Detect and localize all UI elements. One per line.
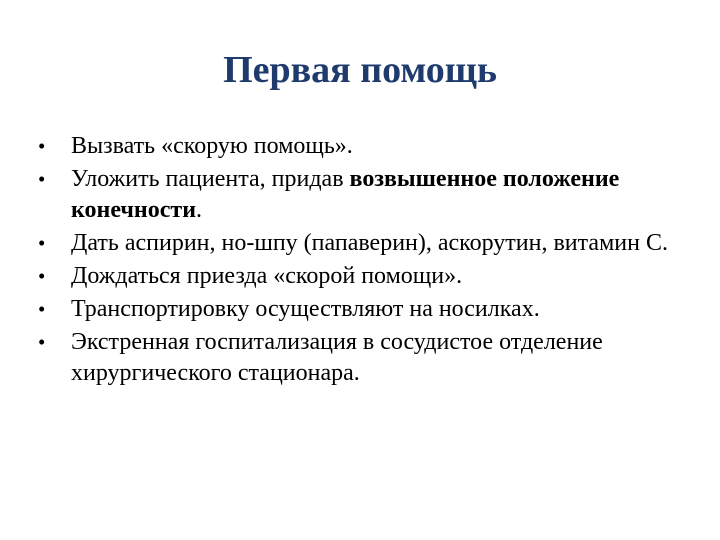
bullet-item-3 bbox=[36, 228, 696, 259]
bullet-list bbox=[36, 131, 696, 391]
bullet-text-end: . bbox=[196, 197, 203, 223]
bullet-icon: • bbox=[38, 167, 46, 191]
bullet-item-1 bbox=[36, 131, 696, 162]
bullet-icon: • bbox=[38, 297, 46, 321]
bullet-text: Вызвать «скорую помощь». bbox=[71, 133, 353, 159]
bullet-icon: • bbox=[38, 134, 46, 158]
slide-title: Первая помощь bbox=[223, 49, 497, 91]
bullet-text: Дождаться приезда «скорой помощи». bbox=[71, 263, 463, 289]
bullet-item-6 bbox=[36, 327, 696, 389]
bullet-icon: • bbox=[38, 330, 46, 354]
bullet-text: Экстренная госпитализация в сосудистое отделение хирургического стационара. bbox=[71, 329, 603, 386]
bullet-text: Транспортировку осуществляют на носилках. bbox=[71, 296, 540, 322]
bullet-item-2 bbox=[36, 164, 696, 226]
bullet-icon: • bbox=[38, 264, 46, 288]
bullet-item-5 bbox=[36, 294, 696, 325]
bullet-text: Уложить пациента, придав bbox=[71, 166, 350, 192]
bullet-text: Дать аспирин, но-шпу (папаверин), аскорутин, витамин С. bbox=[71, 230, 668, 256]
bullet-item-4 bbox=[36, 261, 696, 292]
bullet-icon: • bbox=[38, 231, 46, 255]
bullet-text-bold: возвышенное положение конечности bbox=[71, 166, 620, 223]
